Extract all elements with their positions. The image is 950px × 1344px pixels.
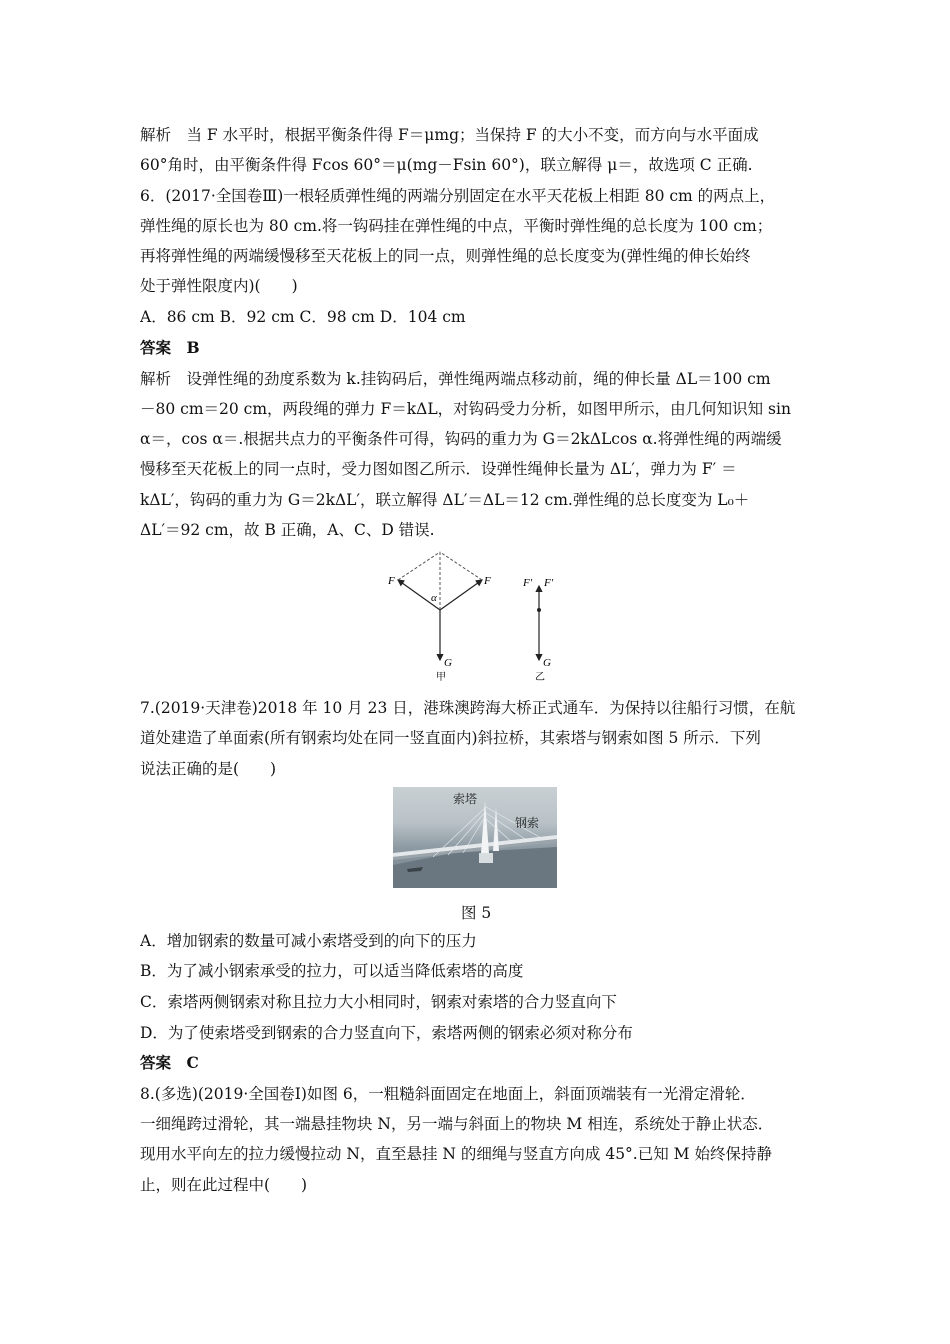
answer-line: 答案 C: [140, 1053, 199, 1072]
text-line: 一细绳跨过滑轮，其一端悬挂物块 N，另一端与斜面上的物块 M 相连，系统处于静止状态．: [140, 1115, 774, 1133]
text-line: 道处建造了单面索(所有钢索均处在同一竖直面内)斜拉桥，其索塔与钢索如图 5 所示．下列: [140, 729, 761, 747]
diagram-jia: [387, 552, 491, 683]
text-line: 弹性绳的原长也为 80 cm.将一钩码挂在弹性绳的中点，平衡时弹性绳的总长度为 100 cm；: [140, 217, 773, 235]
text-line: 再将弹性绳的两端缓慢移至天花板上的同一点，则弹性绳的总长度变为(弹性绳的伸长始终: [140, 247, 751, 265]
option-line: D．为了使索塔受到钢索的合力竖直向下，索塔两侧的钢索必须对称分布: [140, 1024, 633, 1042]
figure-caption: 图 5: [461, 904, 492, 922]
text-line: A．86 cm B．92 cm C．98 cm D．104 cm: [140, 308, 466, 326]
gravity-label: G: [444, 657, 452, 669]
force-label-f-left: F: [388, 575, 395, 587]
force-label-f1: F′: [523, 577, 533, 589]
option-line: B．为了减小钢索承受的拉力，可以适当降低索塔的高度: [140, 962, 524, 980]
text-line: 止，则在此过程中( ): [140, 1176, 308, 1194]
force-label-f-right: F: [484, 575, 491, 587]
text-line: 6．(2017·全国卷Ⅲ)一根轻质弹性绳的两端分别固定在水平天花板上相距 80 cm 的两点上，: [140, 187, 776, 205]
cable-label: 钢索: [515, 816, 540, 830]
option-line: C．索塔两侧钢索对称且拉力大小相同时，钢索对索塔的合力竖直向下: [140, 993, 617, 1011]
text-line: 说法正确的是( ): [140, 760, 277, 778]
diagram-yi: [522, 577, 554, 683]
angle-label: α: [431, 592, 437, 604]
answer-line: 答案 B: [140, 338, 200, 357]
force-label-f2: F′: [544, 577, 554, 589]
bridge-photo: [393, 787, 557, 888]
option-line: A．增加钢索的数量可减小索塔受到的向下的压力: [140, 932, 477, 950]
caption-jia: 甲: [436, 672, 446, 683]
force-diagram: [380, 548, 580, 684]
text-line: 慢移至天花板上的同一点时，受力图如图乙所示．设弹性绳伸长量为 ΔL′，弹力为 F′ ＝: [140, 460, 737, 478]
caption-yi: 乙: [535, 672, 545, 683]
text-line: 60°角时，由平衡条件得 Fcos 60°＝μ(mg－Fsin 60°)，联立解得 μ＝，故选项 C 正确.: [140, 156, 753, 174]
gravity-label: G: [543, 657, 551, 669]
text-line: 7.(2019·天津卷)2018 年 10 月 23 日，港珠澳跨海大桥正式通车．为保持以往船行习惯，在航: [140, 699, 796, 717]
text-line: 处于弹性限度内)( ): [140, 277, 298, 295]
text-line: 现用水平向左的拉力缓慢拉动 N，直至悬挂 N 的细绳与竖直方向成 45°.已知 M 始终保持静: [140, 1145, 772, 1163]
text-line: 解析 当 F 水平时，根据平衡条件得 F＝μmg；当保持 F 的大小不变，而方向与水平面成: [140, 126, 759, 144]
text-line: －80 cm＝20 cm，两段绳的弹力 F＝kΔL，对钩码受力分析，如图甲所示，由几何知识知 sin: [140, 400, 791, 418]
text-line: ΔL′＝92 cm，故 B 正确，A、C、D 错误.: [140, 521, 435, 539]
text-line: α＝，cos α＝.根据共点力的平衡条件可得，钩码的重力为 G＝2kΔLcos α.将弹性绳的两端缓: [140, 430, 782, 448]
tower-label: 索塔: [453, 792, 478, 806]
text-line: 解析 设弹性绳的劲度系数为 k.挂钩码后，弹性绳两端点移动前，绳的伸长量 ΔL＝100 cm: [140, 370, 771, 388]
text-line: kΔL′，钩码的重力为 G＝2kΔL′，联立解得 ΔL′＝ΔL＝12 cm.弹性绳的总长度变为 L₀＋: [140, 491, 750, 509]
text-line: 8.(多选)(2019·全国卷Ⅰ)如图 6，一粗糙斜面固定在地面上，斜面顶端装有一光滑定滑轮．: [140, 1085, 756, 1103]
